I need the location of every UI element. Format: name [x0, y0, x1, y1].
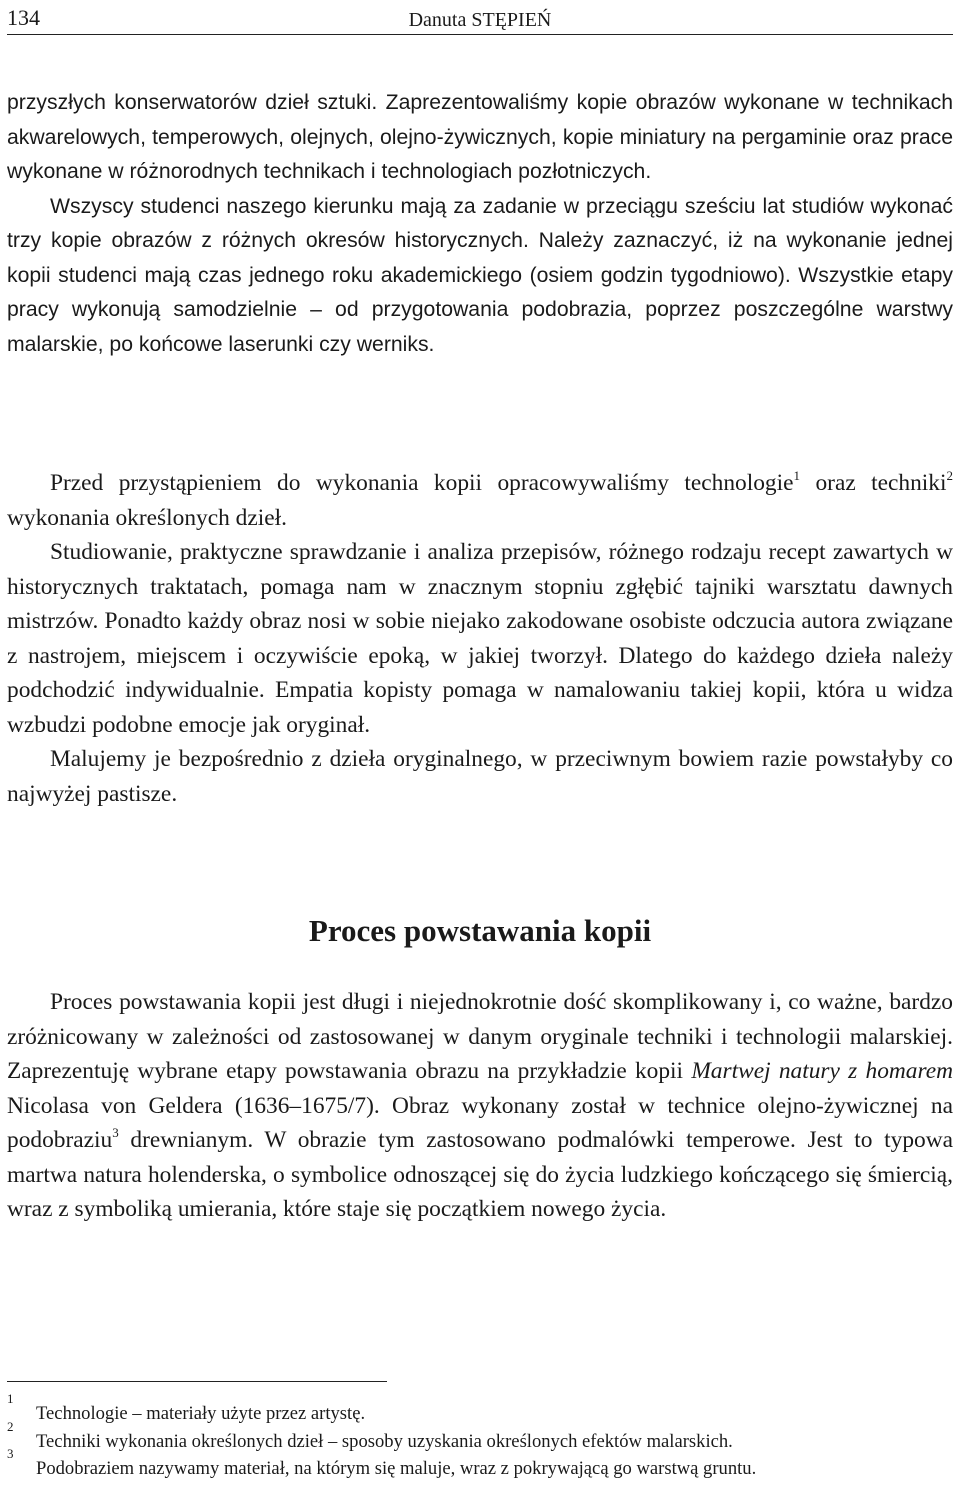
- footnote-ref-2: 2: [946, 468, 953, 483]
- section-1-paragraph-1: Przed przystąpieniem do wykonania kopii opracowywaliśmy technologie$^1$ oraz techniki$^2$ wykonania określonych dzieł.: [7, 468, 953, 531]
- footnote-2: [7, 1418, 953, 1456]
- footnote-number: 2: [7, 1418, 14, 1434]
- intro-text: [7, 86, 953, 362]
- running-head-author: Danuta STĘPIEŃ: [408, 9, 552, 31]
- footnote-number: 1: [7, 1391, 14, 1406]
- section-1-text: [7, 466, 953, 811]
- artwork-title: Martwej natury z homarem: [691, 1058, 953, 1084]
- footnote-3: [7, 1446, 953, 1483]
- footnote-text: Techniki wykonania określonych dzieł – sposoby uzyskania określonych efektów malarskich.: [36, 1430, 733, 1452]
- section-heading: Proces powstawania kopii: [308, 913, 652, 948]
- footnote-separator: [7, 1381, 387, 1382]
- page-header: [7, 4, 953, 35]
- footnote-ref-3: 3: [112, 1125, 119, 1140]
- footnote-text: Podobraziem nazywamy materiał, na którym się maluje, wraz z pokrywającą go warstwą gruntu.: [36, 1458, 757, 1480]
- section-1-paragraph-3: Malujemy je bezpośrednio z dzieła oryginalnego, w przeciwnym bowiem razie powstałyby co najwyżej pastisze.: [7, 746, 953, 807]
- footnote-ref-1: 1: [793, 468, 801, 483]
- footnote-text: Technologie – materiały użyte przez artystę.: [36, 1403, 366, 1424]
- footnotes: [7, 1391, 953, 1483]
- footnote-1: [7, 1391, 953, 1428]
- footnote-number: 3: [7, 1446, 14, 1462]
- intro-paragraph-2: Wszyscy studenci naszego kierunku mają za zadanie w przeciągu sześciu lat studiów wykonać trzy kopie obrazów z różnych okresów historycznych. Należy zaznaczyć, iż na wykonanie jednej kopii studenci mają czas jednego roku akademickiego (osiem godzin tygodniowo). Wszystkie etapy pracy wykonują samodzielnie – od przygotowania podobrazia, poprzez poszczególne warstwy malarskie, po końcowe laserunki czy werniks.: [7, 194, 953, 356]
- intro-paragraph-1: przyszłych konserwatorów dzieł sztuki. Zaprezentowaliśmy kopie obrazów wykonane w technikach akwarelowych, temperowych, olejnych, olejno-żywicznych, kopie miniatury na pergaminie oraz prace wykonane w różnorodnych technikach i technologiach pozłotniczych.: [7, 91, 953, 183]
- section-2-paragraph: Proces powstawania kopii jest długi i niejednokrotnie dość skomplikowany i, co ważne, bardzo zróżnicowany w zależności od zastosowanej w danym oryginale techniki i technologii malarskiej. Zaprezentuję wybrane etapy powstawania obrazu na przykładzie kopii Martwej natury z homarem Nicolasa von Geldera (1636–1675/7). Obraz wykonany został w technice olejno-żywicznej na podobraziu$^3$ drewnianym. W obrazie tym zastosowano podmalówki temperowe. Jest to typowa martwa natura holenderska, o symbolice odnoszącej się do życia ludzkiego kończącego się śmiercią, wraz z symboliką umierania, które staje się początkiem nowego życia.: [7, 989, 953, 1222]
- section-1-paragraph-2: Studiowanie, praktyczne sprawdzanie i analiza przepisów, różnego rodzaju recept zawartych w historycznych traktatach, pomaga nam w znacznym stopniu zgłębić tajniki warsztatu dawnych mistrzów. Ponadto każdy obraz nosi w sobie niejako zakodowane osobiste odczucia autora związane z nastrojem, miejscem i oczywiście epoką, w jakiej tworzył. Dlatego do każdego dzieła należy podchodzić indywidualnie. Empatia kopisty pomaga w namalowaniu takiej kopii, która u widza wzbudzi podobne emocje jak oryginał.: [7, 539, 953, 738]
- page-number: 134: [7, 5, 40, 30]
- section-2-text: [7, 985, 953, 1227]
